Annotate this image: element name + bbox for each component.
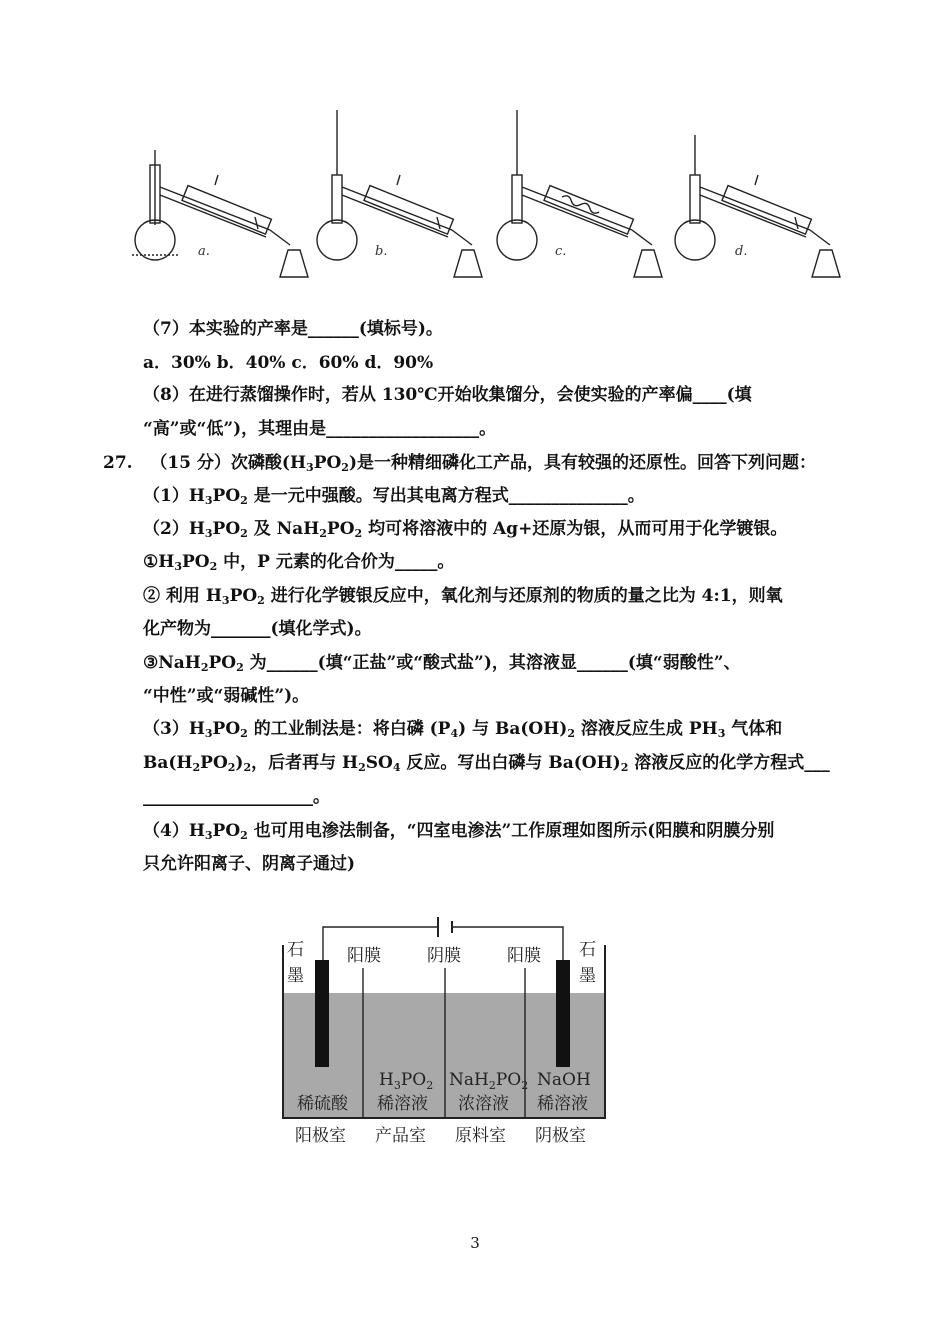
raw-formula: $NaH_2PO_2$	[449, 1070, 529, 1092]
graphite-anode	[315, 960, 329, 1067]
cathode-formula: NaOH	[537, 1070, 591, 1090]
q27-part3-line2: $Ba(H_2PO_2)_2$，后者再与 $H_2SO_4$ 反应。写出白磷与 $Ba(OH)_2$ 溶液反应的化学方程式___	[143, 753, 830, 774]
four-chamber-electrodialysis-diagram	[275, 905, 615, 1150]
q27-number: 27.	[103, 453, 133, 473]
apparatus-label-b: b.	[375, 244, 388, 259]
apparatus-label-c: c.	[555, 244, 567, 259]
graphite-left-label-1: 石	[287, 940, 304, 960]
q27-part2: $(2)H_3PO_2$ 及 $NaH_2PO_2$ 均可将溶液中的 Ag+还原为银，从而可用于化学镀银。	[143, 519, 788, 540]
apparatus-label-a: a.	[198, 244, 210, 259]
q27-part2-ii-line2: 化产物为_______(填化学式)。	[143, 619, 372, 639]
chamber-label-cathode: 阴极室	[535, 1126, 586, 1146]
product-solution-label: 稀溶液	[377, 1094, 428, 1114]
q27-intro: 27. （15 分）次磷酸$(H_3PO_2)$是一种精细磷化工产品，具有较强的还原性。回答下列问题：	[103, 453, 816, 474]
membrane-label-2: 阴膜	[427, 946, 461, 966]
q27-part4: $(4)H_3PO_2$ 也可用电渗法制备，“四室电渗法”工作原理如图所示(阳膜和阴膜分别	[143, 821, 775, 842]
chamber-label-raw: 原料室	[455, 1126, 506, 1146]
q27-part1: $(1)H_3PO_2$ 是一元中强酸。写出其电离方程式______________。	[143, 486, 645, 507]
q27-part2-ii: ② 利用 $H_3PO_2$ 进行化学镀银反应中，氧化剂与还原剂的物质的量之比为 4:1，则氧	[143, 586, 783, 607]
page-number: 3	[470, 1234, 480, 1252]
membrane-label-1: 阳膜	[347, 946, 381, 966]
q27-part2-i: $①H_3PO_2$ 中，P 元素的化合价为_____。	[143, 552, 455, 573]
q27-part2-iii-line2: “中性”或“弱碱性”)。	[143, 686, 310, 706]
graphite-right-label-2: 墨	[579, 966, 596, 986]
product-formula: $H_3PO_2$	[379, 1070, 434, 1092]
graphite-cathode	[556, 960, 570, 1067]
apparatus-a	[130, 150, 308, 277]
raw-solution-label: 浓溶液	[458, 1094, 509, 1114]
anode-solution-label: 稀硫酸	[297, 1094, 348, 1114]
chamber-label-product: 产品室	[375, 1126, 426, 1146]
apparatus-b	[317, 110, 482, 277]
graphite-right-label-1: 石	[579, 940, 596, 960]
q8-line2: “高”或“低”)，其理由是__________________。	[143, 419, 497, 439]
apparatus-c	[497, 110, 662, 277]
graphite-left-label-2: 墨	[287, 966, 304, 986]
q27-part2-iii: $③NaH_2PO_2$ 为______(填“正盐”或“酸式盐”)，其溶液显______(填“弱酸性”、	[143, 653, 741, 674]
q8-line1: （8）在进行蒸馏操作时，若从 130℃开始收集馏分，会使实验的产率偏____(填	[143, 385, 752, 405]
apparatus-label-d: d.	[735, 244, 748, 259]
q7-options: a．30% b．40% c．60% d．90%	[143, 353, 434, 373]
q27-part3-line3: ____________________。	[143, 787, 330, 807]
distillation-apparatus-figure	[130, 105, 850, 285]
q27-part4-line2: 只允许阳离子、阴离子通过)	[143, 854, 356, 874]
apparatus-d	[675, 135, 840, 277]
q27-part3: $(3)H_3PO_2$ 的工业制法是：将白磷 $(P_4)$ 与 $Ba(OH)_2$ 溶液反应生成 $PH_3$ 气体和	[143, 719, 783, 740]
membrane-label-3: 阳膜	[507, 946, 541, 966]
cathode-solution-label: 稀溶液	[537, 1094, 588, 1114]
chamber-label-anode: 阳极室	[295, 1126, 346, 1146]
q7-text: （7）本实验的产率是______(填标号)。	[143, 319, 443, 339]
